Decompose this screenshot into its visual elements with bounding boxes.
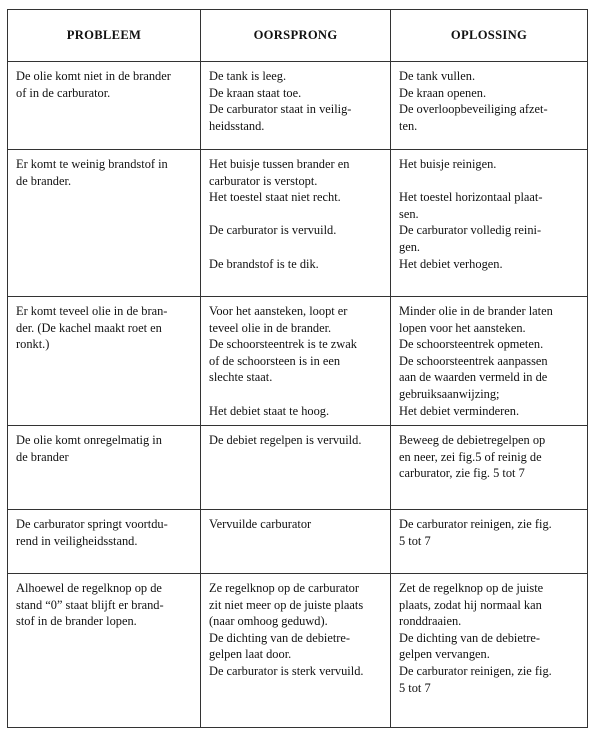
cell-line: heidsstand. — [209, 118, 265, 133]
cell-line: De dichting van de debietre- — [209, 630, 351, 645]
cell-oplossing — [391, 297, 588, 426]
cell-oplossing — [391, 510, 588, 574]
cell-probleem — [8, 510, 201, 574]
cell-line: sen. — [399, 206, 419, 221]
table-row — [8, 510, 588, 574]
cell-line: De dichting van de debietre- — [399, 630, 541, 645]
cell-line: zit niet meer op de juiste plaats — [209, 597, 364, 612]
cell-line: Het toestel horizontaal plaat- — [399, 190, 543, 205]
table-row — [8, 62, 588, 150]
cell-line: Het buisje reinigen. — [399, 157, 497, 171]
cell-line: Beweeg de debietregelpen op — [399, 433, 546, 447]
cell-line: De schoorsteentrek aanpassen — [399, 353, 548, 368]
cell-line: De carburator staat in veilig- — [209, 102, 352, 117]
troubleshooting-table — [7, 9, 588, 728]
cell-oorsprong — [201, 426, 391, 510]
cell-line: gen. — [399, 239, 420, 254]
cell-line: carburator, zie fig. 5 tot 7 — [399, 466, 525, 481]
cell-line: slechte staat. — [209, 370, 273, 385]
table-row — [8, 297, 588, 426]
cell-line: De tank vullen. — [399, 69, 476, 83]
cell-line: 5 tot 7 — [399, 680, 431, 695]
cell-line: ronkt.) — [16, 337, 50, 352]
cell-line: Er komt teveel olie in de bran- — [16, 304, 168, 318]
cell-line: gelpen vervangen. — [399, 647, 490, 662]
cell-line: Alhoewel de regelknop op de — [16, 581, 162, 595]
cell-line: De carburator is vervuild. — [209, 223, 337, 238]
cell-probleem — [8, 297, 201, 426]
cell-line: Het buisje tussen brander en — [209, 157, 350, 171]
cell-line: Voor het aansteken, loopt er — [209, 304, 348, 318]
cell-line: carburator is verstopt. — [209, 173, 318, 188]
cell-line: gelpen laat door. — [209, 647, 292, 662]
cell-line: Ze regelknop op de carburator — [209, 581, 359, 595]
cell-line: Het toestel staat niet recht. — [209, 190, 341, 205]
cell-line: Vervuilde carburator — [209, 517, 312, 531]
cell-line: De olie komt niet in de brander — [16, 69, 171, 83]
cell-line: De carburator springt voortdu- — [16, 517, 168, 531]
cell-line: De schoorsteentrek opmeten. — [399, 337, 544, 352]
cell-oorsprong — [201, 574, 391, 728]
cell-line: 5 tot 7 — [399, 533, 431, 548]
cell-oorsprong — [201, 62, 391, 150]
cell-oorsprong — [201, 510, 391, 574]
cell-line: De olie komt onregelmatig in — [16, 433, 162, 447]
cell-probleem — [8, 150, 201, 297]
cell-probleem — [8, 426, 201, 510]
cell-line: Het debiet verminderen. — [399, 403, 520, 418]
cell-line: of de schoorsteen is in een — [209, 353, 341, 368]
cell-line: De schoorsteentrek is te zwak — [209, 337, 357, 352]
cell-line: rend in veiligheidsstand. — [16, 533, 138, 548]
cell-oplossing — [391, 574, 588, 728]
cell-line: stof in de brander lopen. — [16, 614, 137, 629]
cell-line: ten. — [399, 118, 418, 133]
cell-line: De carburator volledig reini- — [399, 223, 542, 238]
cell-line: Minder olie in de brander laten — [399, 304, 553, 318]
cell-line: De overloopbeveiliging afzet- — [399, 102, 548, 117]
cell-line: De tank is leeg. — [209, 69, 287, 83]
table-row — [8, 150, 588, 297]
cell-line: De debiet regelpen is vervuild. — [209, 433, 362, 447]
cell-oplossing — [391, 62, 588, 150]
cell-oplossing — [391, 150, 588, 297]
header-probleem: PROBLEEM — [8, 10, 201, 62]
cell-line: De carburator is sterk vervuild. — [209, 663, 364, 678]
cell-line: Zet de regelknop op de juiste — [399, 581, 544, 595]
cell-line: Het debiet staat te hoog. — [209, 403, 330, 418]
cell-line: teveel olie in de brander. — [209, 320, 332, 335]
cell-line: Er komt te weinig brandstof in — [16, 157, 168, 171]
cell-line: stand “0” staat blijft er brand- — [16, 597, 164, 612]
cell-line: De brandstof is te dik. — [209, 256, 319, 271]
table-row — [8, 574, 588, 728]
cell-oorsprong — [201, 150, 391, 297]
header-oorsprong: OORSPRONG — [201, 10, 391, 62]
cell-line: der. (De kachel maakt roet en — [16, 320, 162, 335]
table-row — [8, 426, 588, 510]
cell-probleem — [8, 574, 201, 728]
cell-line: De carburator reinigen, zie fig. — [399, 517, 552, 531]
cell-line: Het debiet verhogen. — [399, 256, 503, 271]
table-header-row — [8, 10, 588, 62]
cell-line: (naar omhoog geduwd). — [209, 614, 328, 629]
cell-line: lopen voor het aansteken. — [399, 320, 526, 335]
cell-line: de brander — [16, 449, 69, 464]
cell-oorsprong — [201, 297, 391, 426]
cell-line: de brander. — [16, 173, 72, 188]
cell-line: en neer, zei fig.5 of reinig de — [399, 449, 542, 464]
cell-line: gebruiksaanwijzing; — [399, 386, 500, 401]
header-oplossing: OPLOSSING — [391, 10, 588, 62]
cell-probleem — [8, 62, 201, 150]
cell-oplossing — [391, 426, 588, 510]
cell-line: De kraan staat toe. — [209, 85, 302, 100]
cell-line: ronddraaien. — [399, 614, 462, 629]
cell-line: De kraan openen. — [399, 85, 487, 100]
cell-line: aan de waarden vermeld in de — [399, 370, 548, 385]
cell-line: plaats, zodat hij normaal kan — [399, 597, 542, 612]
cell-line: De carburator reinigen, zie fig. — [399, 663, 552, 678]
cell-line: of in de carburator. — [16, 85, 111, 100]
